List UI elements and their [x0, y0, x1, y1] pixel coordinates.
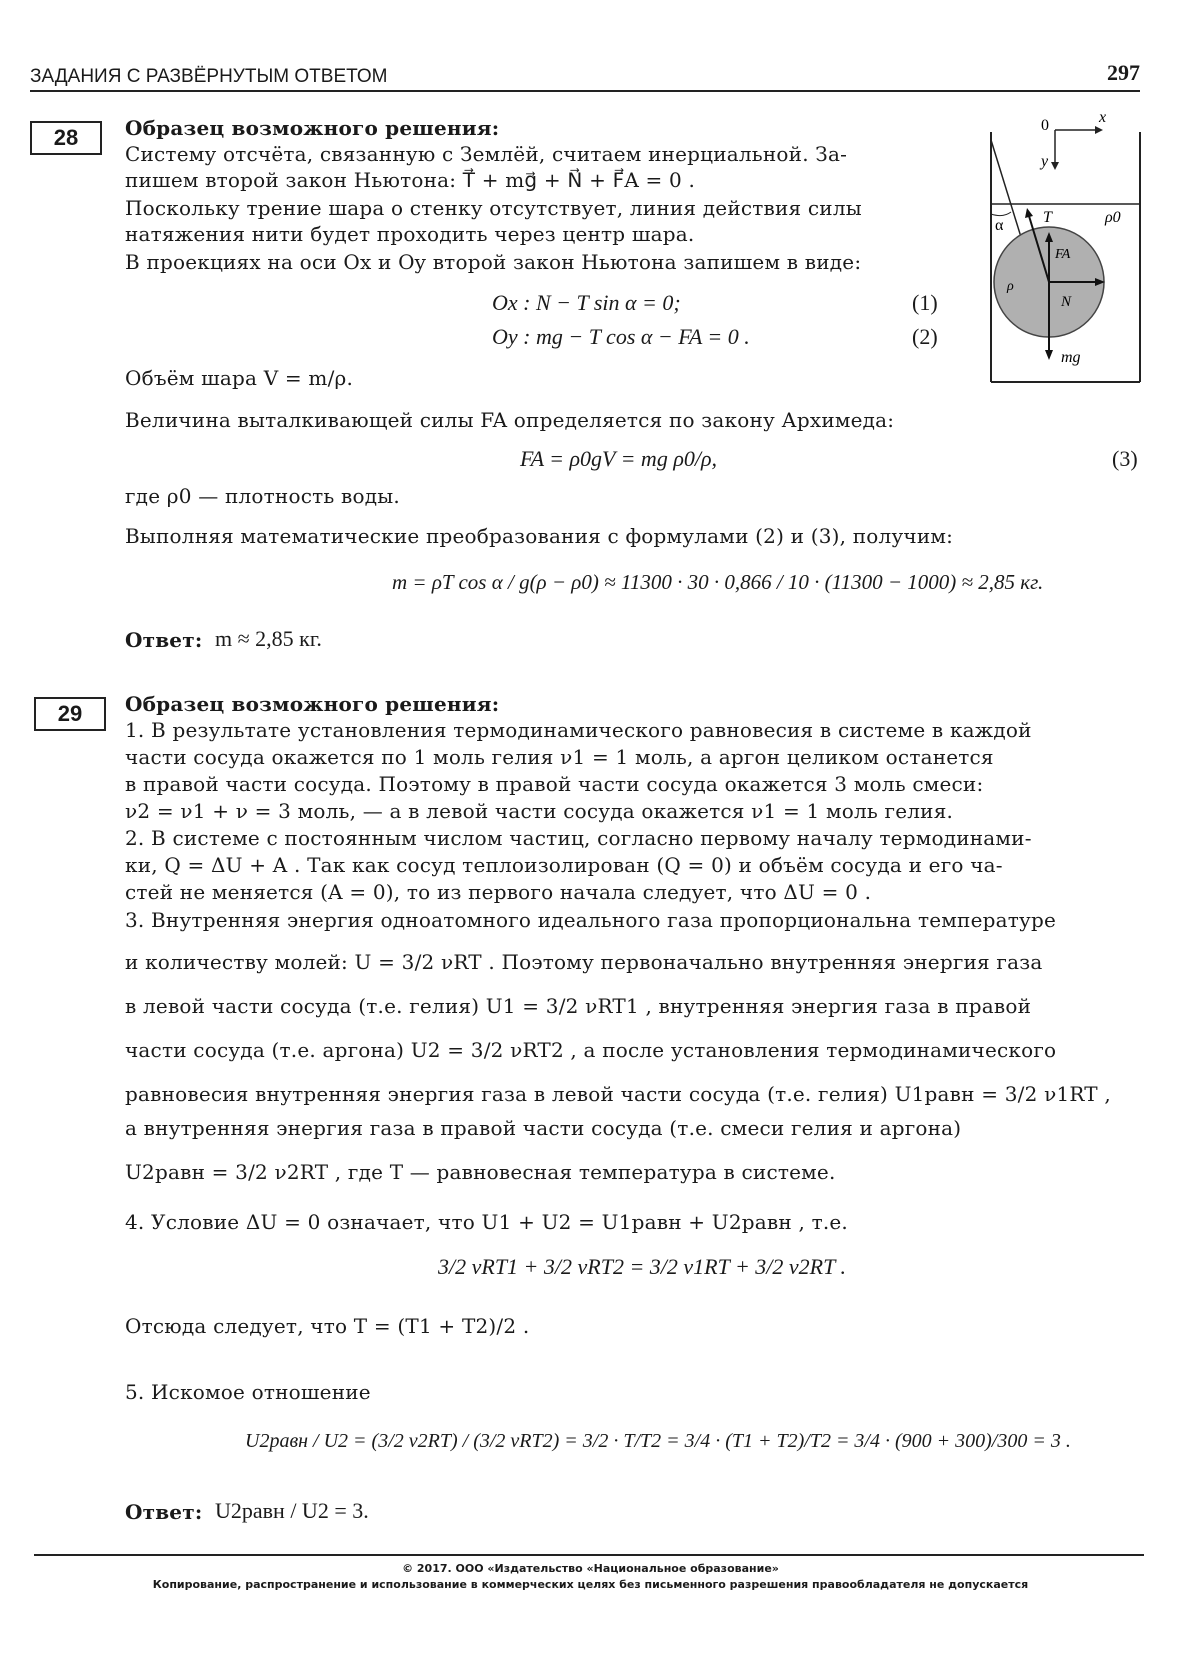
task-28-answer-label: Ответ:	[125, 628, 203, 652]
task-29-line: и количеству молей: U = 3/2 νRT . Поэтому первоначально внутренняя энергия газа	[125, 950, 1043, 974]
task-29-line: U2равн = 3/2 ν2RT , где T — равновесная температура в системе.	[125, 1160, 836, 1184]
normal-label: N	[1061, 294, 1072, 310]
result-line: Отсюда следует, что T = (T1 + T2)/2 .	[125, 1314, 530, 1338]
rho-definition: где ρ0 — плотность воды.	[125, 484, 400, 508]
condition-line: 4. Условие ΔU = 0 означает, что U1 + U2 = U1равн + U2равн , т.е.	[125, 1210, 848, 1234]
gravity-label: mg	[1061, 349, 1081, 366]
task-29-line: в правой части сосуда. Поэтому в правой части сосуда окажется 3 моль смеси:	[125, 772, 984, 796]
archimedes-label: FA	[1055, 247, 1071, 262]
page-number: 297	[1107, 60, 1140, 85]
task-28-answer: m ≈ 2,85 кг.	[215, 626, 322, 651]
task-28-line: Поскольку трение шара о стенку отсутствует, линия действия силы	[125, 196, 862, 220]
transform-line: Выполняя математические преобразования с формулами (2) и (3), получим:	[125, 524, 954, 548]
task-29-line: части сосуда (т.е. аргона) U2 = 3/2 νRT2 , а после установления термодинамического	[125, 1038, 1057, 1062]
task-29-answer-label: Ответ:	[125, 1500, 203, 1524]
task-29-answer: U2равн / U2 = 3.	[215, 1498, 369, 1523]
tension-label: T	[1043, 209, 1052, 226]
task-28-number: 28	[30, 121, 102, 155]
equation-2-number: (2)	[912, 324, 938, 349]
equation-1: Ox : N − T sin α = 0;	[492, 290, 681, 315]
task-29-line: в левой части сосуда (т.е. гелия) U1 = 3/2 νRT1 , внутренняя энергия газа в правой	[125, 994, 1032, 1018]
task-28-line: натяжения нити будет проходить через центр шара.	[125, 222, 695, 246]
footer-divider	[34, 1554, 1144, 1556]
archimedes-line: Величина выталкивающей силы FA определяется по закону Архимеда:	[125, 408, 895, 432]
equation-3: FA = ρ0gV = mg ρ0/ρ,	[520, 446, 718, 471]
alpha-label: α	[995, 217, 1004, 234]
task-29-line: ки, Q = ΔU + A . Так как сосуд теплоизолирован (Q = 0) и объём сосуда и его ча-	[125, 853, 1003, 877]
task-28-line: В проекциях на оси Ox и Oy второй закон Ньютона запишем в виде:	[125, 250, 862, 274]
task-29-number: 29	[34, 697, 106, 731]
task-28-heading: Образец возможного решения:	[125, 116, 500, 140]
footer-copyright: © 2017. ООО «Издательство «Национальное образование»	[402, 1562, 779, 1575]
axis-x-label: x	[1099, 112, 1107, 126]
task-29-line: а внутренняя энергия газа в правой части сосуда (т.е. смеси гелия и аргона)	[125, 1116, 962, 1140]
task-29-line: равновесия внутренняя энергия газа в левой части сосуда (т.е. гелия) U1равн = 3/2 ν1RT ,	[125, 1082, 1111, 1106]
section-title: ЗАДАНИЯ С РАЗВЁРНУТЫМ ОТВЕТОМ	[30, 66, 388, 87]
equation-2: Oy : mg − T cos α − FA = 0 .	[492, 324, 750, 349]
task-29-line: ν2 = ν1 + ν = 3 моль, — а в левой части сосуда окажется ν1 = 1 моль гелия.	[125, 799, 954, 823]
axis-y-label: y	[1041, 153, 1049, 170]
task-29-heading: Образец возможного решения:	[125, 692, 500, 716]
footer-notice: Копирование, распространение и использование в коммерческих целях без письменного разрешения правообладателя не допускается	[152, 1578, 1029, 1591]
axis-origin-label: 0	[1041, 117, 1049, 134]
rho0-label: ρ0	[1105, 209, 1121, 226]
task-28-line: Систему отсчёта, связанную с Землёй, считаем инерциальной. За-	[125, 142, 848, 166]
sphere-in-vessel-diagram	[985, 112, 1145, 387]
task-29-line: стей не меняется (A = 0), то из первого начала следует, что ΔU = 0 .	[125, 880, 872, 904]
equation-3-number: (3)	[1112, 446, 1138, 471]
mass-equation: m = ρT cos α / g(ρ − ρ0) ≈ 11300 · 30 · 0,866 / 10 · (11300 − 1000) ≈ 2,85 кг.	[392, 570, 1044, 594]
task-29-line: части сосуда окажется по 1 моль гелия ν1 = 1 моль, а аргон целиком останется	[125, 745, 994, 769]
ratio-line: 5. Искомое отношение	[125, 1380, 371, 1404]
task-28-line: пишем второй закон Ньютона: T⃗ + mg⃗ + N⃗ + F⃗A = 0 .	[125, 168, 696, 192]
task-29-line: 1. В результате установления термодинамического равновесия в системе в каждой	[125, 718, 1032, 742]
volume-line: Объём шара V = m/ρ.	[125, 366, 354, 390]
ratio-equation: U2равн / U2 = (3/2 ν2RT) / (3/2 νRT2) = 3/2 · T/T2 = 3/4 · (T1 + T2)/T2 = 3/4 · (900 + 300)/300 = 3 .	[245, 1430, 1071, 1452]
page-header	[30, 60, 1140, 92]
equation-1-number: (1)	[912, 290, 938, 315]
rho-label: ρ	[1007, 279, 1014, 294]
condition-equation: 3/2 νRT1 + 3/2 νRT2 = 3/2 ν1RT + 3/2 ν2RT .	[438, 1254, 846, 1279]
task-29-line: 3. Внутренняя энергия одноатомного идеального газа пропорциональна температуре	[125, 908, 1057, 932]
task-29-line: 2. В системе с постоянным числом частиц, согласно первому началу термодинами-	[125, 826, 1032, 850]
